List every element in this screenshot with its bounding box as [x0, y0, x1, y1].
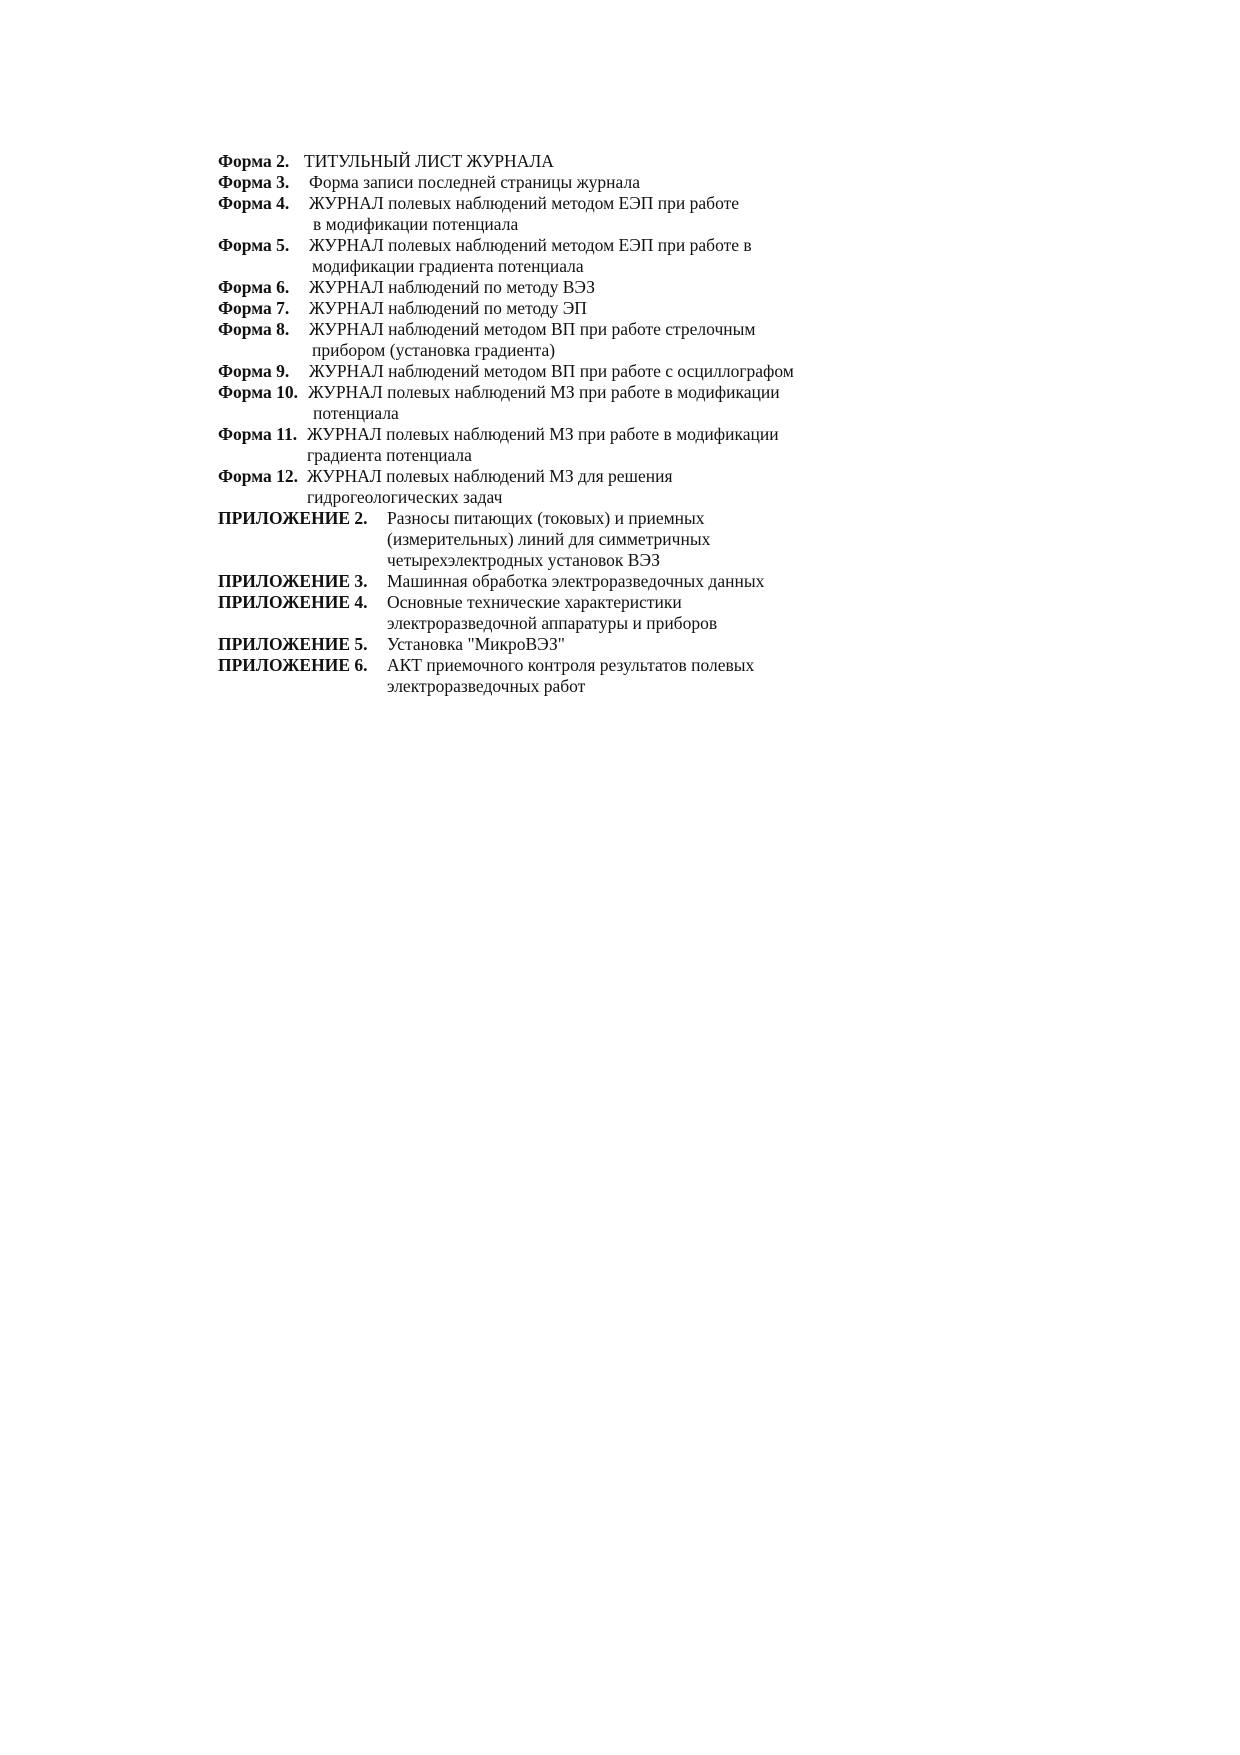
toc-entry-label: Форма 4. [218, 193, 290, 213]
toc-entry-label: ПРИЛОЖЕНИЕ 2. [218, 508, 368, 528]
toc-entry-form-4 [218, 193, 1118, 235]
toc-entry-form-2 [218, 151, 1118, 172]
toc-entry-title: ЖУРНАЛ наблюдений методом ВП при работе стрелочным [309, 319, 756, 339]
toc-entry-title: АКТ приемочного контроля результатов полевых [387, 655, 755, 675]
toc-entry-appendix-6 [218, 655, 1118, 697]
toc-entry-title: Разносы питающих (токовых) и приемных [387, 508, 705, 528]
toc-entry-title: ТИТУЛЬНЫЙ ЛИСТ ЖУРНАЛА [304, 151, 554, 171]
toc-entry-form-5 [218, 235, 1118, 277]
toc-entry-title-continuation: гидрогеологических задач [307, 487, 503, 507]
toc-entry-form-12 [218, 466, 1118, 508]
toc-entry-form-11 [218, 424, 1118, 466]
toc-entry-form-3 [218, 172, 1118, 193]
toc-entry-label: Форма 9. [218, 361, 290, 381]
toc-entry-label: ПРИЛОЖЕНИЕ 6. [218, 655, 368, 675]
toc-entry-label: Форма 3. [218, 172, 290, 192]
toc-entry-title: Установка "МикроВЭЗ" [387, 634, 565, 654]
toc-entry-title: ЖУРНАЛ наблюдений по методу ВЭЗ [309, 277, 595, 297]
toc-entry-title-continuation: потенциала [313, 403, 399, 423]
toc-entry-form-7 [218, 298, 1118, 319]
toc-entry-label: Форма 8. [218, 319, 290, 339]
toc-entry-title-continuation: электроразведочной аппаратуры и приборов [387, 613, 718, 633]
toc-entry-title: Основные технические характеристики [387, 592, 682, 612]
toc-entry-label: Форма 7. [218, 298, 290, 318]
toc-entry-title: ЖУРНАЛ полевых наблюдений МЗ при работе в модификации [307, 424, 779, 444]
toc-entry-label: ПРИЛОЖЕНИЕ 4. [218, 592, 368, 612]
toc-entry-form-9 [218, 361, 1118, 382]
toc-entry-label: Форма 2. [218, 151, 290, 171]
toc-entry-title: ЖУРНАЛ полевых наблюдений МЗ для решения [307, 466, 673, 486]
toc-entry-appendix-3 [218, 571, 1118, 592]
toc-entry-label: Форма 10. [218, 382, 299, 402]
toc-entry-title: ЖУРНАЛ наблюдений по методу ЭП [309, 298, 587, 318]
toc-entry-form-6 [218, 277, 1118, 298]
toc-entry-label: ПРИЛОЖЕНИЕ 5. [218, 634, 368, 654]
toc-entry-appendix-5 [218, 634, 1118, 655]
toc-entry-title: ЖУРНАЛ полевых наблюдений МЗ при работе в модификации [308, 382, 780, 402]
toc-entry-label: Форма 5. [218, 235, 290, 255]
toc-entry-title-continuation: электроразведочных работ [387, 676, 586, 696]
toc-entry-title-continuation: (измерительных) линий для симметричных [387, 529, 711, 549]
toc-entry-label: Форма 12. [218, 466, 299, 486]
toc-entry-form-8 [218, 319, 1118, 361]
toc-entry-title: ЖУРНАЛ наблюдений методом ВП при работе с осциллографом [309, 361, 794, 381]
table-of-contents [218, 151, 1118, 697]
toc-entry-title-continuation: градиента потенциала [307, 445, 472, 465]
toc-entry-appendix-4 [218, 592, 1118, 634]
toc-entry-title-continuation: в модификации потенциала [313, 214, 519, 234]
toc-entry-title: Форма записи последней страницы журнала [309, 172, 640, 192]
toc-entry-title: ЖУРНАЛ полевых наблюдений методом ЕЭП при работе [309, 193, 740, 213]
toc-entry-form-10 [218, 382, 1118, 424]
toc-entry-title: Машинная обработка электроразведочных данных [387, 571, 765, 591]
toc-entry-title-continuation: прибором (установка градиента) [312, 340, 556, 360]
toc-entry-label: ПРИЛОЖЕНИЕ 3. [218, 571, 368, 591]
toc-entry-title: ЖУРНАЛ полевых наблюдений методом ЕЭП при работе в [309, 235, 752, 255]
toc-entry-label: Форма 6. [218, 277, 290, 297]
toc-entry-appendix-2 [218, 508, 1118, 571]
toc-entry-title-continuation: четырехэлектродных установок ВЭЗ [387, 550, 660, 570]
toc-entry-title-continuation: модификации градиента потенциала [312, 256, 584, 276]
toc-entry-label: Форма 11. [218, 424, 298, 444]
